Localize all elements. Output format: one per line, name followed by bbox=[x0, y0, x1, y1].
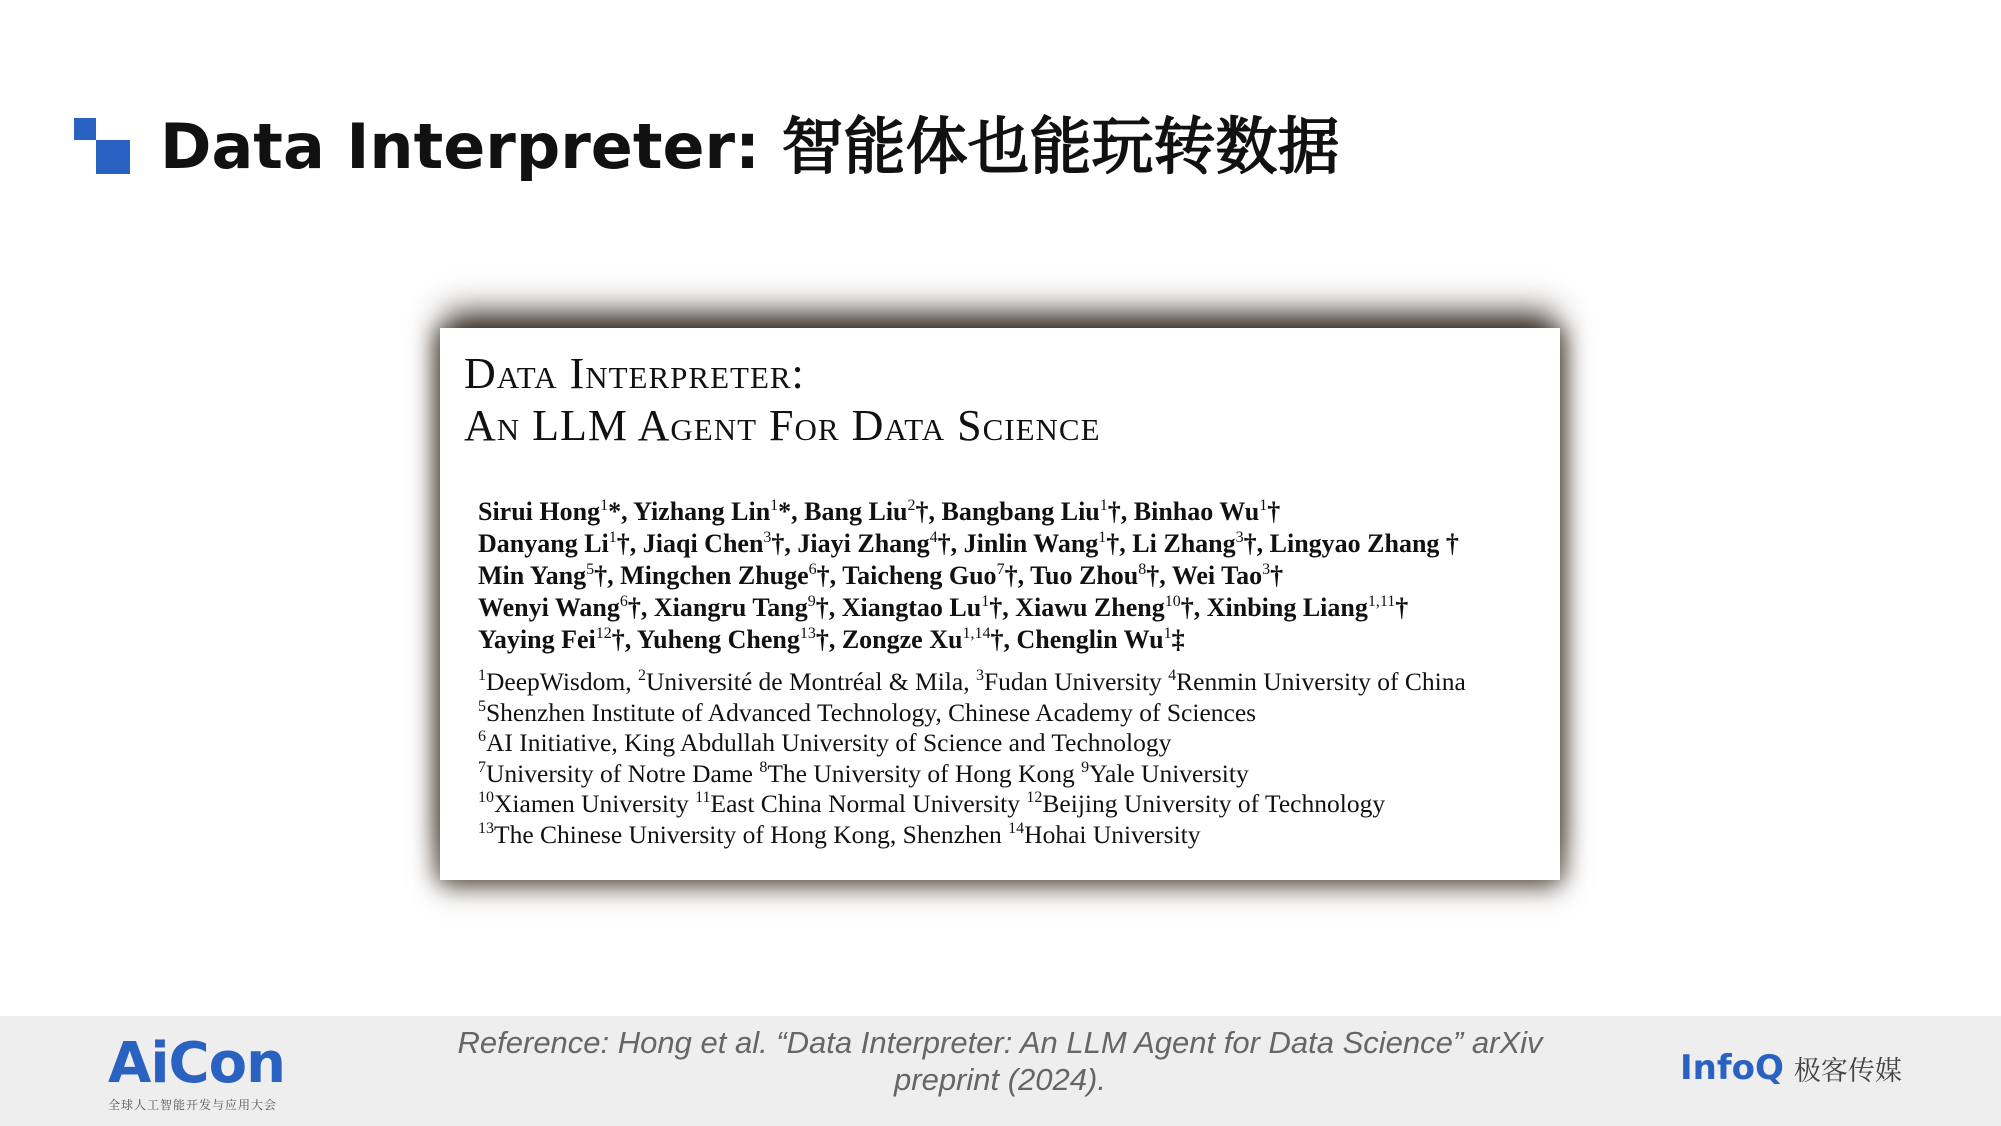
author-separator: † bbox=[1267, 497, 1281, 526]
affiliation-number: 3 bbox=[975, 667, 984, 684]
slide-header bbox=[72, 96, 1339, 186]
affiliation-name: DeepWisdom, bbox=[486, 667, 638, 696]
affiliation-number: 12 bbox=[1026, 789, 1043, 806]
slide-title: Data Interpreter: 智能体也能玩转数据 bbox=[160, 109, 1340, 183]
author-separator: †, bbox=[1180, 593, 1207, 622]
author-name: Sirui Hong bbox=[478, 497, 601, 526]
affiliation-number: 6 bbox=[478, 728, 486, 745]
author-list bbox=[478, 496, 1538, 656]
affiliation-marker: 4 bbox=[929, 529, 938, 546]
author-name: Jiaqi Chen bbox=[642, 529, 764, 558]
paper-screenshot bbox=[440, 328, 1560, 880]
author-name: Xiangtao Lu bbox=[841, 593, 982, 622]
affiliation-marker: 9 bbox=[807, 593, 816, 610]
author-name: Yizhang Lin bbox=[633, 497, 771, 526]
affiliation-name: Hohai University bbox=[1024, 819, 1201, 849]
author-separator: †, bbox=[616, 529, 643, 558]
author-separator: †, bbox=[816, 561, 843, 590]
affiliation-marker: 10 bbox=[1164, 593, 1181, 610]
author-name: Taicheng Guo bbox=[842, 561, 997, 590]
affiliation-marker: 3 bbox=[1235, 529, 1244, 546]
affiliation-number: 4 bbox=[1168, 667, 1177, 684]
author-name: Li Zhang bbox=[1132, 529, 1236, 558]
footer bbox=[0, 1016, 2001, 1126]
affiliation-number: 5 bbox=[478, 697, 486, 715]
author-separator: †, bbox=[1107, 497, 1134, 526]
affiliation-line bbox=[478, 820, 1548, 851]
affiliation-name: East China Normal University bbox=[710, 789, 1027, 818]
affiliation-marker: 3 bbox=[1262, 561, 1271, 578]
author-separator: †, bbox=[627, 593, 654, 622]
affiliation-line bbox=[478, 759, 1548, 790]
author-name: Wenyi Wang bbox=[478, 593, 620, 622]
author-name: Xiawu Zheng bbox=[1015, 593, 1165, 622]
affiliation-number: 1 bbox=[478, 667, 486, 684]
affiliation-marker: 1 bbox=[770, 497, 779, 514]
affiliation-number: 9 bbox=[1081, 758, 1090, 776]
title-squares-icon bbox=[72, 110, 134, 172]
author-name: Yuheng Cheng bbox=[636, 625, 800, 654]
paper-title bbox=[464, 348, 1101, 452]
author-separator: †, bbox=[915, 497, 942, 526]
author-separator: † bbox=[1270, 561, 1284, 590]
affiliation-name: Université de Montréal & Mila, bbox=[645, 667, 976, 696]
affiliation-name: Yale University bbox=[1089, 758, 1249, 788]
affiliation-number: 11 bbox=[695, 789, 711, 806]
reference-line-2: preprint (2024). bbox=[894, 1062, 1106, 1097]
author-separator: † bbox=[1395, 593, 1409, 622]
author-separator: † bbox=[1439, 529, 1459, 558]
affiliation-number: 8 bbox=[759, 758, 768, 776]
author-separator: ‡ bbox=[1171, 625, 1185, 654]
author-name: Danyang Li bbox=[478, 529, 609, 558]
affiliation-marker: 1 bbox=[1099, 497, 1108, 514]
affiliation-marker: 3 bbox=[763, 529, 772, 546]
affiliation-marker: 5 bbox=[586, 561, 595, 578]
affiliation-marker: 8 bbox=[1138, 561, 1147, 578]
affiliation-line bbox=[478, 667, 1548, 698]
affiliation-marker: 1 bbox=[608, 529, 617, 546]
author-name: Wei Tao bbox=[1171, 561, 1263, 590]
author-name: Lingyao Zhang bbox=[1269, 529, 1440, 558]
affiliation-line bbox=[478, 698, 1548, 729]
author-separator: †, bbox=[1243, 529, 1270, 558]
author-separator: †, bbox=[611, 625, 637, 654]
affiliation-marker: 1 bbox=[1163, 625, 1172, 642]
affiliation-name: Shenzhen Institute of Advanced Technology, Chinese Academy of Sciences bbox=[486, 697, 1257, 727]
affiliation-name: University of Notre Dame bbox=[486, 758, 760, 788]
author-name: Jiayi Zhang bbox=[797, 529, 930, 558]
author-line bbox=[478, 496, 1538, 528]
affiliation-number: 13 bbox=[478, 819, 494, 837]
affiliation-marker: 7 bbox=[996, 561, 1005, 578]
aicon-logo-word: AiCon bbox=[108, 1031, 285, 1096]
author-name: Yaying Fei bbox=[478, 625, 596, 654]
affiliation-name: Beijing University of Technology bbox=[1042, 789, 1386, 818]
affiliation-name: Xiamen University bbox=[494, 789, 696, 818]
author-separator: †, bbox=[1146, 561, 1172, 590]
author-name: Jinlin Wang bbox=[963, 529, 1099, 558]
affiliation-marker: 13 bbox=[799, 625, 816, 642]
author-line bbox=[478, 624, 1538, 656]
affiliation-marker: 1 bbox=[600, 497, 609, 514]
infoq-logo-cn: 极客传媒 bbox=[1793, 1055, 1902, 1087]
affiliation-marker: 1,11 bbox=[1367, 593, 1396, 610]
author-separator: †, bbox=[1004, 561, 1031, 590]
reference-line-1: Reference: Hong et al. “Data Interpreter: An LLM Agent for Data Science” arXiv bbox=[457, 1025, 1543, 1060]
author-separator: †, bbox=[937, 529, 964, 558]
affiliation-name: Fudan University bbox=[983, 667, 1169, 696]
affiliation-marker: 6 bbox=[619, 593, 628, 610]
author-separator: †, bbox=[1106, 529, 1133, 558]
author-separator: †, bbox=[771, 529, 798, 558]
author-name: Tuo Zhou bbox=[1030, 561, 1139, 590]
paper-title-line-2: An LLM Agent For Data Science bbox=[464, 401, 1101, 450]
author-name: Binhao Wu bbox=[1133, 497, 1260, 526]
affiliation-number: 7 bbox=[478, 758, 486, 776]
affiliation-number: 2 bbox=[637, 667, 646, 684]
infoq-logo-word: InfoQ bbox=[1680, 1048, 1784, 1088]
affiliation-marker: 1,14 bbox=[962, 625, 991, 642]
affiliation-marker: 1 bbox=[981, 593, 990, 610]
author-separator: †, bbox=[815, 625, 842, 654]
author-name: Xinbing Liang bbox=[1206, 593, 1368, 622]
author-line bbox=[478, 528, 1538, 560]
author-name: Xiangru Tang bbox=[653, 593, 808, 622]
author-name: Zongze Xu bbox=[841, 625, 963, 654]
author-name: Min Yang bbox=[478, 561, 587, 590]
affiliation-number: 10 bbox=[478, 789, 494, 806]
paper-title-line-1: Data Interpreter: bbox=[464, 349, 805, 398]
author-line bbox=[478, 592, 1538, 624]
affiliation-line bbox=[478, 728, 1548, 759]
author-name: Chenglin Wu bbox=[1016, 625, 1164, 654]
infoq-logo bbox=[1680, 1048, 1902, 1088]
affiliation-marker: 12 bbox=[595, 625, 612, 642]
author-line bbox=[478, 560, 1538, 592]
affiliation-marker: 2 bbox=[907, 497, 916, 514]
affiliation-list bbox=[478, 667, 1548, 850]
author-separator: *, bbox=[778, 497, 805, 526]
affiliation-line bbox=[478, 789, 1548, 820]
author-name: Bang Liu bbox=[804, 497, 908, 526]
author-separator: †, bbox=[594, 561, 621, 590]
affiliation-name: AI Initiative, King Abdullah University of Science and Technology bbox=[486, 728, 1172, 757]
author-separator: †, bbox=[815, 593, 842, 622]
author-separator: †, bbox=[990, 625, 1017, 654]
affiliation-marker: 1 bbox=[1259, 497, 1268, 514]
affiliation-name: The Chinese University of Hong Kong, Shenzhen bbox=[494, 819, 1009, 849]
affiliation-marker: 1 bbox=[1098, 529, 1107, 546]
author-separator: †, bbox=[989, 593, 1016, 622]
author-name: Mingchen Zhuge bbox=[620, 561, 809, 590]
affiliation-marker: 6 bbox=[808, 561, 817, 578]
affiliation-name: Renmin University of China bbox=[1176, 667, 1466, 696]
reference-citation bbox=[400, 1024, 1600, 1098]
aicon-logo-subtitle: 全球人工智能开发与应用大会 bbox=[108, 1098, 278, 1112]
author-name: Bangbang Liu bbox=[941, 497, 1100, 526]
author-separator: *, bbox=[608, 497, 634, 526]
affiliation-name: The University of Hong Kong bbox=[767, 758, 1082, 788]
affiliation-number: 14 bbox=[1008, 819, 1025, 837]
aicon-logo bbox=[108, 1031, 285, 1113]
